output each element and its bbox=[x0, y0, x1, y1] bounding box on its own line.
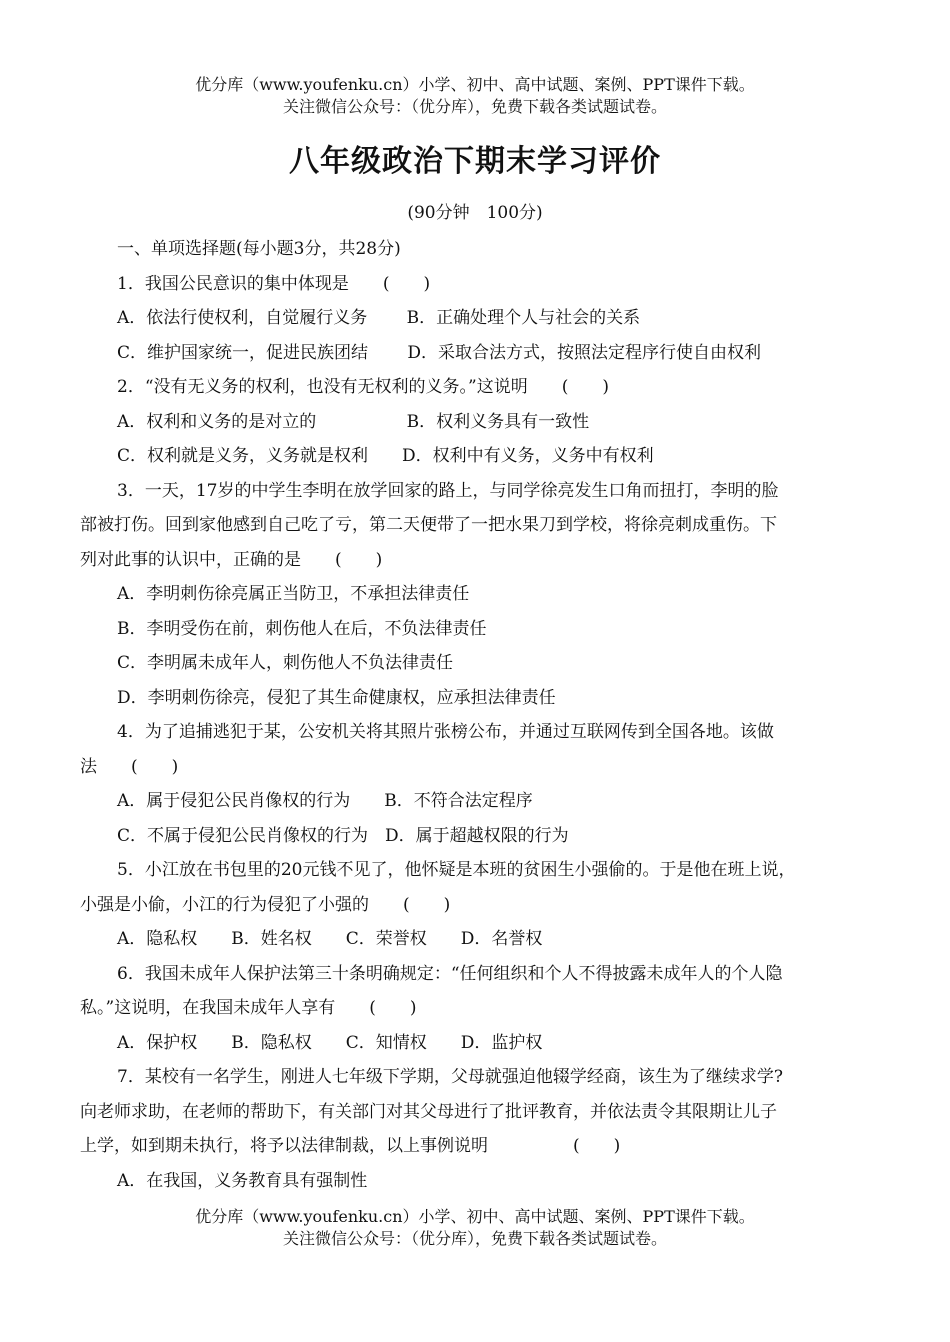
q4-options-row2: C．不属于侵犯公民肖像权的行为 D．属于超越权限的行为 bbox=[117, 825, 569, 846]
q4-stem-line1: 4．为了追捕逃犯于某，公安机关将其照片张榜公布，并通过互联网传到全国各地。该做 bbox=[117, 722, 774, 742]
question-body bbox=[80, 232, 885, 1198]
q1-options-row1: A．依法行使权利，自觉履行义务 B．正确处理个人与社会的关系 bbox=[117, 308, 641, 328]
header-banner-line1: 优分库（www.youfenku.cn）小学、初中、高中试题、案例、PPT课件下载。 bbox=[195, 75, 755, 94]
q5-options: A．隐私权 B．姓名权 C．荣誉权 D．名誉权 bbox=[117, 929, 543, 949]
q3-stem-line2: 部被打伤。回到家他感到自己吃了亏，第二天便带了一把水果刀到学校，将徐亮刺成重伤。下 bbox=[80, 515, 777, 535]
q1-options-row2: C．维护国家统一，促进民族团结 D．采取合法方式，按照法定程序行使自由权利 bbox=[117, 342, 762, 363]
header-banner bbox=[0, 74, 950, 118]
q4-stem-line2: 法 ( ) bbox=[80, 756, 179, 777]
q7-option-a: A．在我国，义务教育具有强制性 bbox=[117, 1170, 368, 1191]
q2-options-row2: C．权利就是义务，义务就是权利 D．权利中有义务，义务中有权利 bbox=[117, 446, 654, 466]
q3-option-d: D．李明刺伤徐亮，侵犯了其生命健康权，应承担法律责任 bbox=[117, 687, 556, 708]
q5-stem-line2: 小强是小偷，小江的行为侵犯了小强的 ( ) bbox=[80, 894, 451, 915]
q3-option-b: B．李明受伤在前，刺伤他人在后，不负法律责任 bbox=[117, 618, 487, 639]
q3-stem-line1: 3．一天，17岁的中学生李明在放学回家的路上，与同学徐亮发生口角而扭打，李明的脸 bbox=[117, 480, 779, 501]
q5-stem-line1: 5．小江放在书包里的20元钱不见了，他怀疑是本班的贫困生小强偷的。于是他在班上说， bbox=[117, 860, 796, 880]
q1-stem: 1．我国公民意识的集中体现是 ( ) bbox=[117, 273, 431, 294]
q7-stem-line3: 上学，如到期未执行，将予以法律制裁，以上事例说明 ( ) bbox=[80, 1136, 621, 1156]
q2-options-row1: A．权利和义务的是对立的 B．权利义务具有一致性 bbox=[117, 411, 590, 432]
q6-stem-line2: 私。”这说明，在我国未成年人享有 ( ) bbox=[80, 998, 417, 1018]
section-heading: 一、单项选择题(每小题3分，共28分) bbox=[117, 239, 401, 259]
q7-stem-line2: 向老师求助，在老师的帮助下，有关部门对其父母进行了批评教育，并依法责令其限期让儿子 bbox=[80, 1101, 777, 1122]
exam-duration-score: (90分钟 100分) bbox=[407, 203, 543, 223]
q7-stem-line1: 7．某校有一名学生，刚进人七年级下学期，父母就强迫他辍学经商，该生为了继续求学? bbox=[117, 1067, 783, 1087]
q3-option-a: A．李明刺伤徐亮属正当防卫，不承担法律责任 bbox=[117, 584, 470, 604]
footer-banner-line2: 关注微信公众号：（优分库），免费下载各类试题试卷。 bbox=[282, 1229, 667, 1248]
footer-banner-line1: 优分库（www.youfenku.cn）小学、初中、高中试题、案例、PPT课件下载。 bbox=[195, 1207, 755, 1226]
q3-stem-line3: 列对此事的认识中，正确的是 ( ) bbox=[80, 549, 383, 570]
q6-options: A．保护权 B．隐私权 C．知情权 D．监护权 bbox=[117, 1032, 543, 1053]
footer-banner bbox=[0, 1206, 950, 1250]
q6-stem-line1: 6．我国未成年人保护法第三十条明确规定：“任何组织和个人不得披露未成年人的个人隐 bbox=[117, 963, 783, 984]
page-title: 八年级政治下期末学习评价 bbox=[289, 144, 661, 179]
q4-options-row1: A．属于侵犯公民肖像权的行为 B．不符合法定程序 bbox=[117, 791, 533, 811]
q2-stem: 2．“没有无义务的权利，也没有无权利的义务。”这说明 ( ) bbox=[117, 377, 609, 397]
header-banner-line2: 关注微信公众号：（优分库），免费下载各类试题试卷。 bbox=[282, 97, 667, 116]
q3-option-c: C．李明属未成年人，刺伤他人不负法律责任 bbox=[117, 653, 454, 673]
